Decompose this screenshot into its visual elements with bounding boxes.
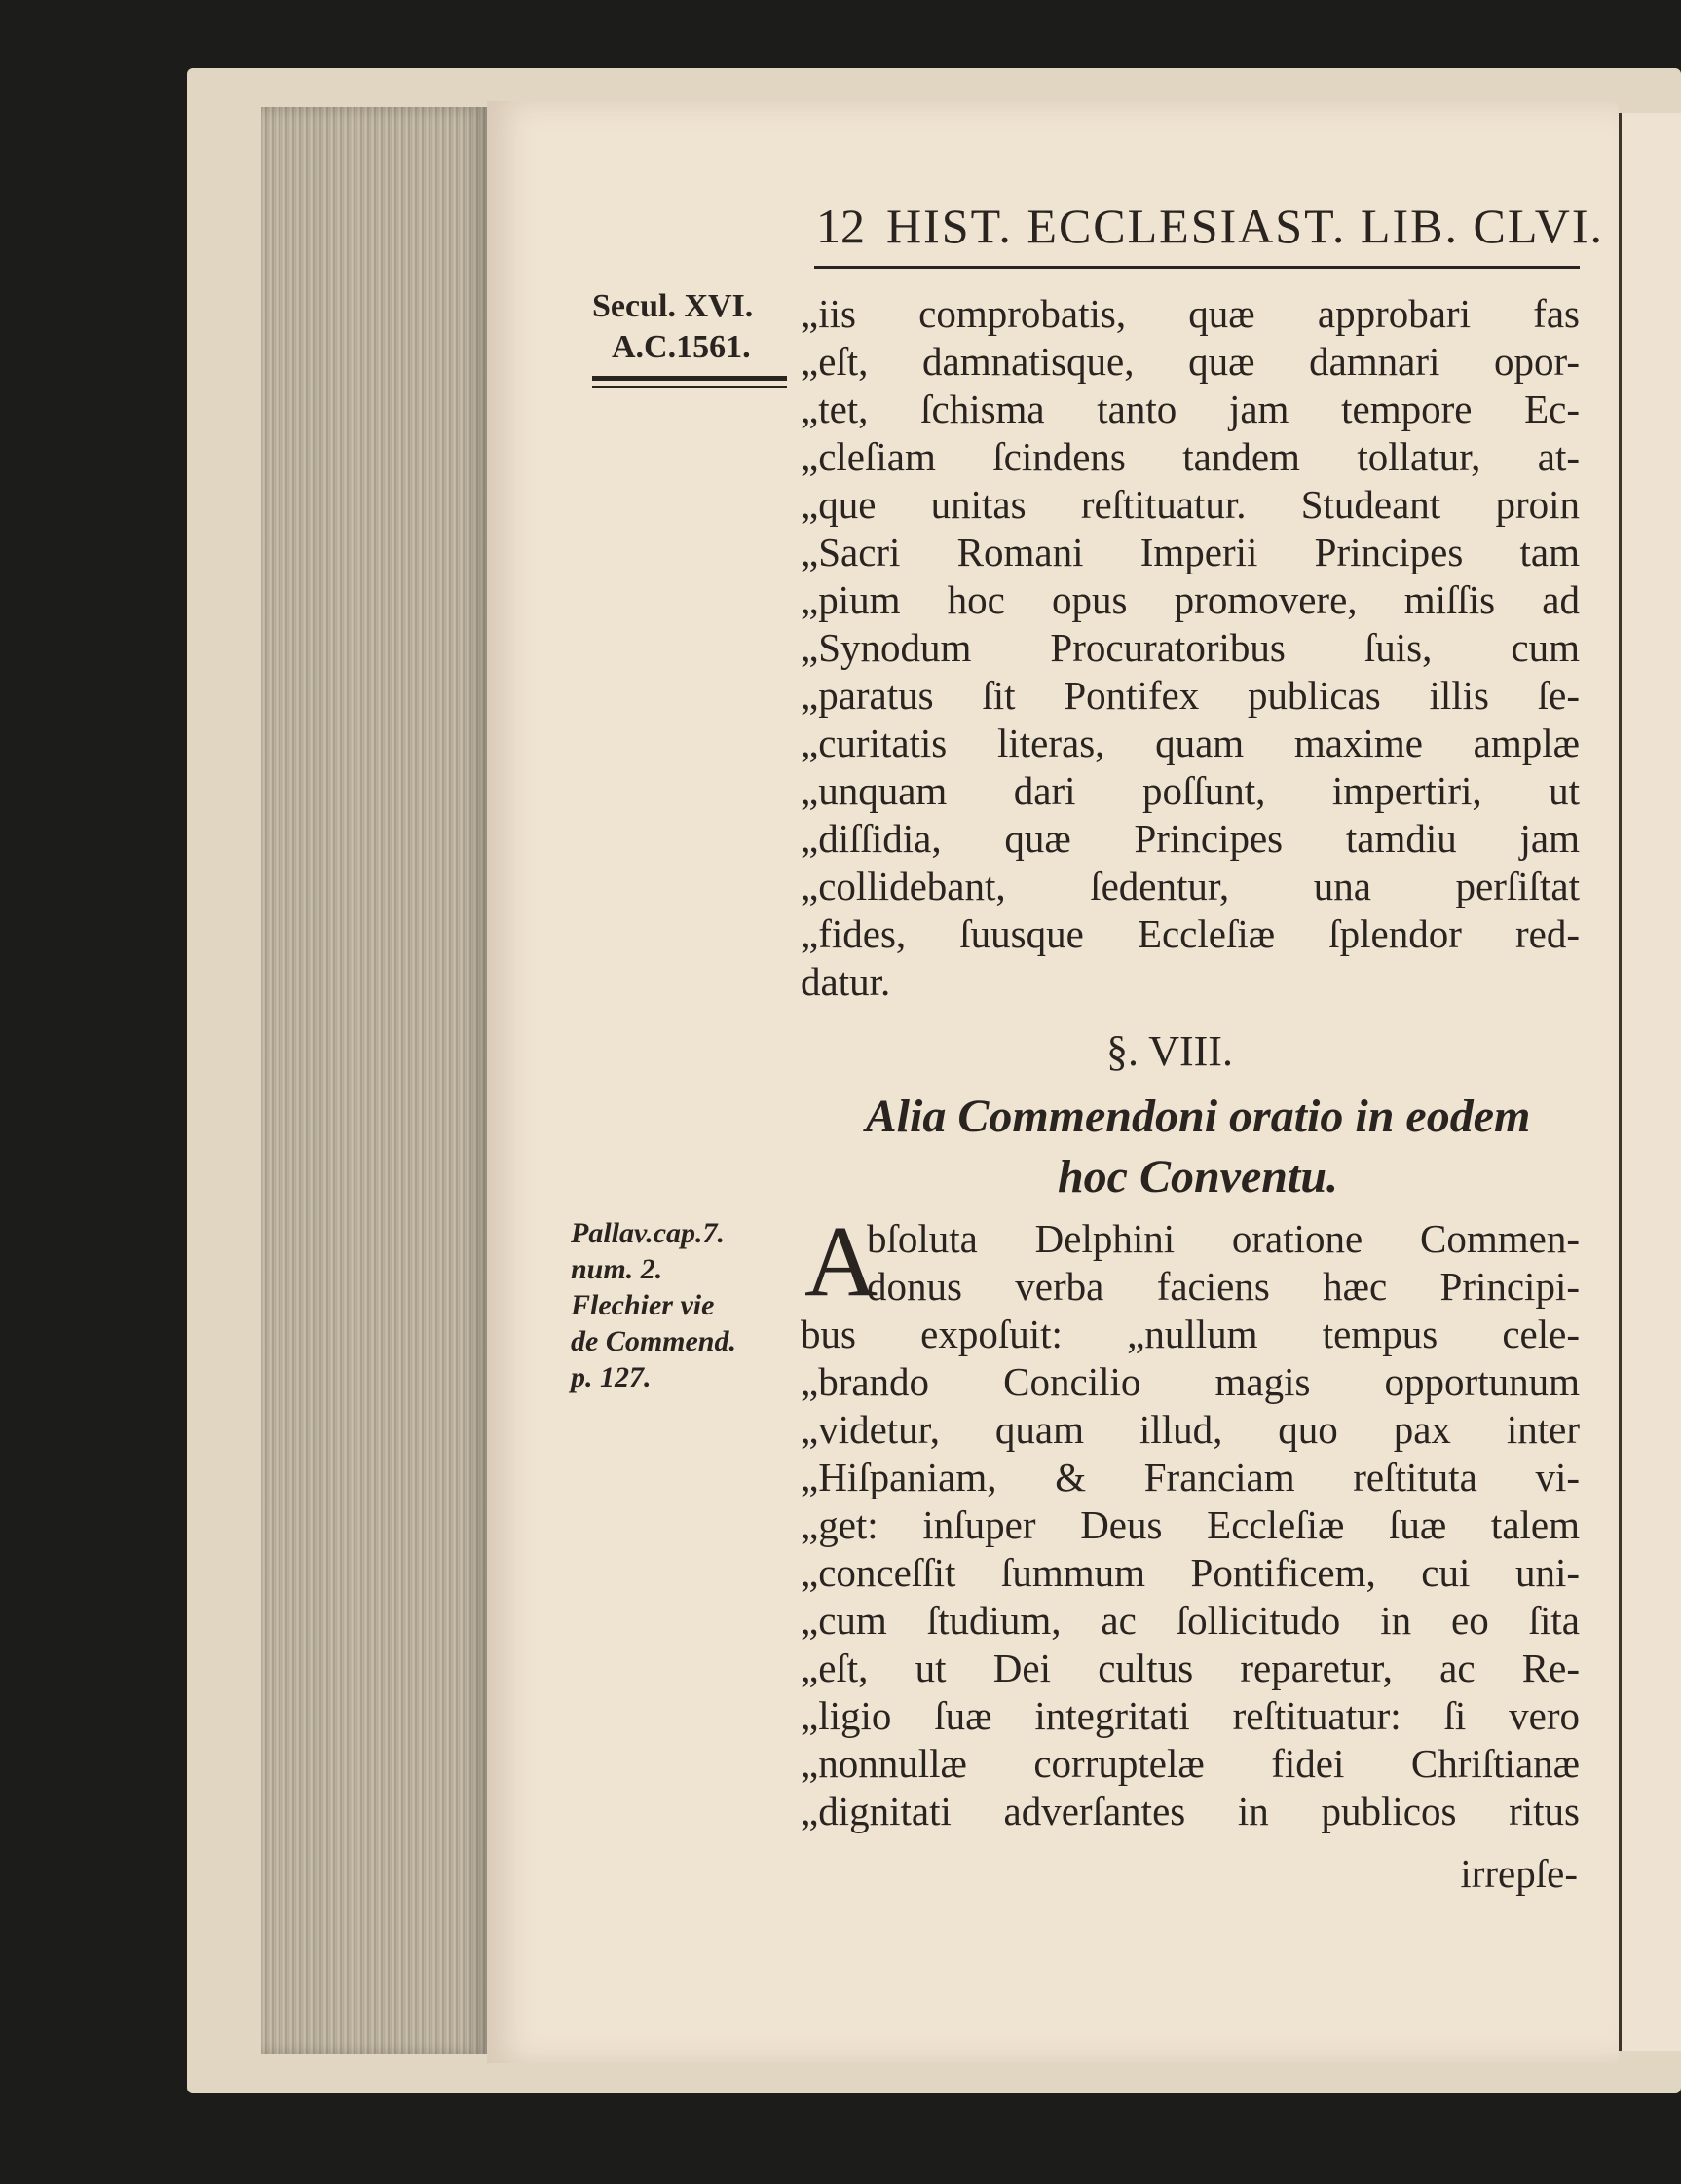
- text-line: „get: inſuper Deus Eccleſiæ ſuæ talem: [801, 1502, 1580, 1547]
- margin-rule: [592, 376, 787, 381]
- text-line: „unquam dari poſſunt, impertiri, ut: [801, 768, 1580, 813]
- citation-line: de Commend.: [571, 1325, 736, 1357]
- text-line: „pium hoc opus promovere, miſſis ad: [801, 577, 1580, 622]
- text-line: „Hiſpaniam, & Franciam reſtituta vi-: [801, 1455, 1580, 1499]
- head-rule: [814, 266, 1580, 269]
- text-line: bus expoſuit: „nullum tempus cele-: [801, 1312, 1580, 1356]
- margin-century: Secul. XVI.: [592, 288, 754, 324]
- text-line: „iis comprobatis, quæ approbari fas: [801, 291, 1580, 336]
- text-line: „que unitas reſtituatur. Studeant proin: [801, 482, 1580, 527]
- text-line: „conceſſit ſummum Pontificem, cui uni-: [801, 1550, 1580, 1595]
- running-title: HIST. ECCLESIAST. LIB. CLVI.: [886, 199, 1605, 253]
- section-number: §. VIII.: [1106, 1027, 1233, 1075]
- text-line: „paratus ſit Pontifex publicas illis ſe-: [801, 673, 1580, 718]
- catchword: irrepſe-: [1460, 1851, 1578, 1896]
- drop-cap: A: [804, 1205, 878, 1317]
- paragraph-2: [801, 1215, 1580, 1835]
- text-line: donus verba faciens hæc Principi-: [867, 1264, 1580, 1309]
- text-line: „eſt, ut Dei cultus reparetur, ac Re-: [801, 1646, 1580, 1690]
- text-line: „Sacri Romani Imperii Principes tam: [801, 530, 1580, 574]
- text-line: „curitatis literas, quam maxime amplæ: [801, 721, 1580, 765]
- text-line: „brando Concilio magis opportunum: [801, 1359, 1580, 1404]
- citation-line: num. 2.: [571, 1253, 663, 1285]
- text-line: „dignitati adverſantes in publicos ritus: [801, 1789, 1580, 1833]
- text-line: „cleſiam ſcindens tandem tollatur, at-: [801, 434, 1580, 479]
- margin-note-date: [592, 286, 797, 368]
- section-title: [808, 1087, 1588, 1207]
- text-line: „fides, ſuusque Eccleſiæ ſplendor red-: [801, 911, 1580, 956]
- text-line: „nonnullæ corruptelæ fidei Chriſtianæ: [801, 1741, 1580, 1786]
- text-line: „tet, ſchisma tanto jam tempore Ec-: [801, 387, 1580, 431]
- page-block-edges: [261, 107, 487, 2054]
- text-line: „diſſidia, quæ Principes tamdiu jam: [801, 816, 1580, 861]
- citation-line: Pallav.cap.7.: [571, 1217, 726, 1249]
- citation-line: Flechier vie: [571, 1289, 715, 1321]
- right-page-edge: [1619, 113, 1681, 2051]
- citation-line: p. 127.: [571, 1361, 652, 1393]
- margin-rule-thin: [592, 386, 787, 388]
- text-line: „eſt, damnatisque, quæ damnari opor-: [801, 339, 1580, 384]
- text-line: datur.: [801, 959, 891, 1004]
- page-number: 12: [816, 199, 865, 253]
- paragraph-1: [801, 290, 1580, 1006]
- margin-year: A.C.1561.: [612, 329, 751, 365]
- running-head: [816, 195, 1605, 257]
- text-line: „ligio ſuæ integritati reſtituatur: ſi vero: [801, 1693, 1580, 1738]
- text-line: „collidebant, ſedentur, una perſiſtat: [801, 864, 1580, 908]
- text-line: bſoluta Delphini oratione Commen-: [867, 1216, 1580, 1261]
- text-line: „Synodum Procuratoribus ſuis, cum: [801, 625, 1580, 670]
- section-title-line: Alia Commendoni oratio in eodem: [865, 1091, 1531, 1142]
- text-line: „cum ſtudium, ac ſollicitudo in eo ſita: [801, 1598, 1580, 1643]
- section-title-line: hoc Conventu.: [1057, 1151, 1339, 1203]
- margin-citation: [571, 1215, 804, 1395]
- text-line: „videtur, quam illud, quo pax inter: [801, 1407, 1580, 1452]
